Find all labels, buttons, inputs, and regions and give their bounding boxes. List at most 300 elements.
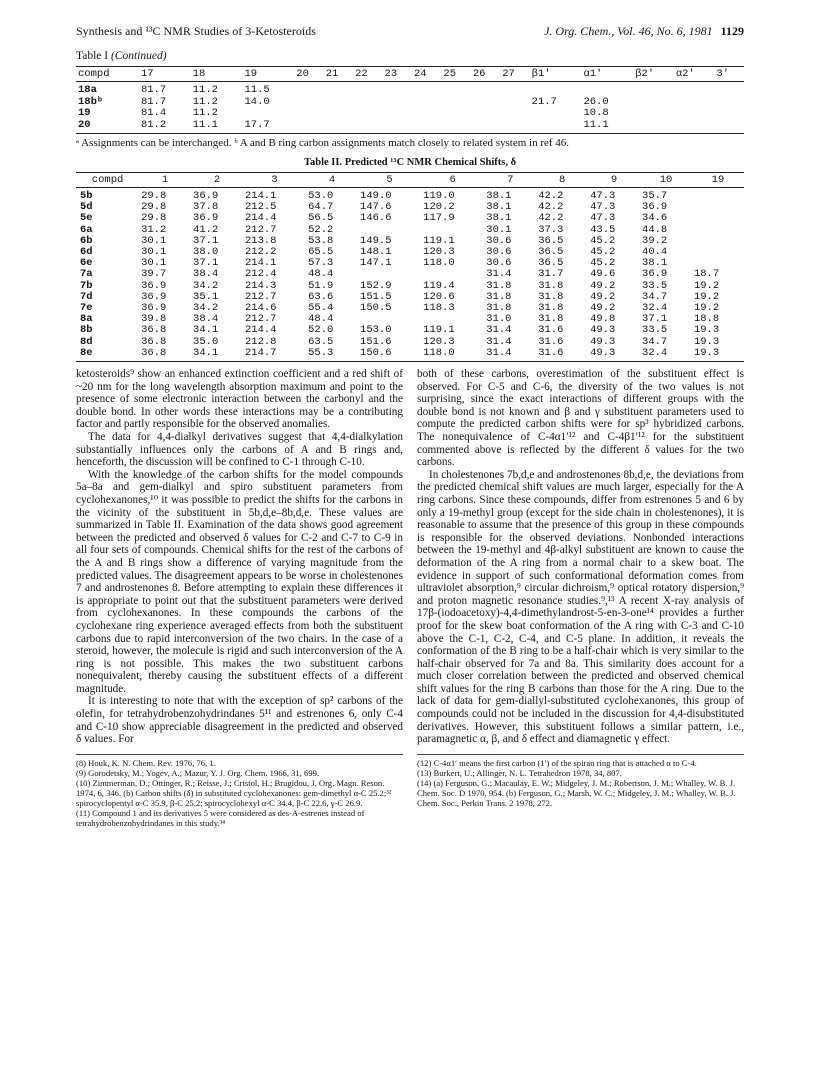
table2-cell: 36.9 <box>642 201 668 214</box>
table2-cell: 38.4 <box>193 313 219 326</box>
reference: (8) Houk, K. N. Chem. Rev. 1976, 76, 1. <box>76 757 216 768</box>
table2-cell: 36.5 <box>538 234 564 247</box>
table2-compound-id: 6b <box>80 234 93 247</box>
paragraph: It is interesting to note that with the exception of sp² carbons of the olefin, for tetrahydrobenzohydrindanes 5¹¹ and estrenones 6, only C-4 and C-10 show appreciable disagreement in the predicted and observed δ values. For <box>76 695 403 746</box>
table1-cell <box>530 108 582 120</box>
table1-cell: 11.1 <box>581 120 633 134</box>
reference: (12) C-4α1′ means the first carbon (1′) of the spiran ring that is attached α to C-4. <box>417 757 697 768</box>
table2-col-header: 7 <box>484 173 536 188</box>
table2-cell: 34.7 <box>642 290 668 303</box>
table1-col-header: 24 <box>412 67 441 82</box>
table2-cell: 212.7 <box>244 223 277 236</box>
table2-cell: 31.8 <box>538 313 564 326</box>
table2-compound-id: 8b <box>80 324 93 337</box>
table2-cell: 49.8 <box>590 313 616 326</box>
table1-body <box>76 82 744 134</box>
table1-cell <box>383 82 412 97</box>
references-right <box>417 754 744 828</box>
table2-cell: 38.1 <box>486 190 512 202</box>
table1-cell: 81.2 <box>139 120 191 134</box>
table2-cell: 38.1 <box>486 212 512 225</box>
table1-cell <box>294 120 323 134</box>
table1-cell <box>441 120 470 134</box>
table2-cell: 150.6 <box>358 348 421 362</box>
table1-cell <box>674 97 715 109</box>
table2-cell: 31.7 <box>538 268 564 281</box>
table2-cell: 18.8 <box>693 313 720 326</box>
table1-col-header: 20 <box>294 67 323 82</box>
table2-cell: 52.0 <box>308 324 334 337</box>
table1-cell <box>441 97 470 109</box>
table2-compound-id: 6a <box>80 223 93 236</box>
table2-cell: 31.6 <box>538 324 564 337</box>
table2-compound-id: 8d <box>80 335 93 348</box>
table1-cell <box>714 82 744 97</box>
table1-cell <box>674 120 715 134</box>
table2-cell: 45.2 <box>590 234 616 247</box>
table1-cell: 81.7 <box>140 95 167 108</box>
table2-cell: 212.7 <box>244 290 277 303</box>
table2-col-header: 19 <box>692 173 744 188</box>
table1-col-header: 21 <box>324 67 353 82</box>
table2-cell: 37.8 <box>193 201 219 214</box>
table2-cell: 44.8 <box>642 223 668 236</box>
table1-cell <box>324 120 353 134</box>
table1-row <box>76 97 744 109</box>
table1-col-header: 25 <box>441 67 470 82</box>
table1-cell: 14.0 <box>244 95 270 108</box>
table2-cell: 31.6 <box>538 335 564 348</box>
table2-cell: 34.1 <box>191 348 243 362</box>
running-title: Synthesis and ¹³C NMR Studies of 3-Ketosteroids <box>76 24 316 38</box>
body-text <box>76 368 744 746</box>
table2-cell: 49.6 <box>590 268 616 281</box>
table2-compound-id: 5d <box>80 201 93 214</box>
table1-cell <box>500 82 529 97</box>
table2-cell: 30.1 <box>141 234 167 247</box>
table2-cell: 153.0 <box>360 324 392 337</box>
references-left <box>76 754 403 828</box>
table1-cell <box>714 97 744 109</box>
paragraph: both of these carbons, overestimation of the substituent effect is observed. For C-5 and C-6, the diversity of the two values is not surprising, since the exact interactions of different groups with the double bond is not known and β and γ substituent parameters used to compute the predicted carbon shifts were for sp³ hybridized carbons. The nonequivalence of C-4α1′¹² and C-4β1′¹² for the substituent commented above is reflected by the different δ values for the two carbons. <box>417 368 744 469</box>
table1-cell <box>633 82 674 97</box>
table2-cell: 53.8 <box>308 234 334 247</box>
table2-cell: 214.6 <box>244 302 277 315</box>
table2-compound-id: 5b <box>80 190 93 202</box>
table2-cell: 31.8 <box>486 279 512 292</box>
table2-cell: 38.0 <box>193 246 219 259</box>
table2-compound-id: 5e <box>80 212 93 225</box>
paragraph: With the knowledge of the carbon shifts for the model compounds 5a–8a and gem-dialkyl and spiro substituent parameters from cyclohexanones,¹⁰ it was possible to predict the shifts for the carbons in the vicinity of the substituent in 5b,d,e–8b,d,e. These values are summarized in Table II. Examination of the data shows good agreement between the predicted and observed δ values for C-2 and C-7 to C-9 in all four sets of compounds. Chemical shifts for the rest of the carbons of the A and B rings show a difference of varying magnitude from the predicted values. The disagreement appears to be worse in cholestenones 7 and androstenones 8. Before attempting to explain these differences it is appropriate to point out that the substituent parameters were derived from cyclohexanones. In these compounds the carbons of the cyclohexane ring experience averaged effects from both the substituent carbons due to rapid interconversion of the two chairs. In the case of a steroid, however, the molecule is rigid and such interconversion of the A ring is not possible. This makes the two substituent carbons nonequivalent, thereby causing the substituent effects of a different magnitude. <box>76 468 403 695</box>
table1-cell <box>500 108 529 120</box>
table2-cell: 19.3 <box>692 348 744 362</box>
table2-cell: 52.2 <box>308 223 334 236</box>
table2-cell: 34.1 <box>193 324 219 337</box>
table1-cell <box>581 82 633 97</box>
table2-cell: 36.9 <box>642 268 668 281</box>
table2-col-header: 1 <box>139 173 191 188</box>
table2-cell: 31.4 <box>486 268 512 281</box>
table2-cell: 39.2 <box>642 234 668 247</box>
table2-cell: 36.9 <box>193 190 219 202</box>
table2-cell: 120.6 <box>423 290 455 303</box>
table1-cell <box>633 108 674 120</box>
table1-cell <box>471 120 500 134</box>
journal-page <box>76 24 744 828</box>
table2-cell: 31.8 <box>538 279 564 292</box>
reference: (10) Zimmerman, D.; Ottinger, R.; Reisse, J.; Cristol, H.; Brugidou, J. Org. Magn. Reson. 1974, 6, 346. (b) Carbon shifts (δ) in substituted cyclohexanones: gem-dimethyl α-C 25.2;³² spirocyclopentyl α-C 35.9, β-C 25.2; spirocyclohexyl α-C 34.4, β-C 22.6, γ-C 26.9. <box>76 777 392 808</box>
reference: (11) Compound 1 and its derivatives 5 were considered as des-A-estrenes instead of tetrahydrobenzohydrindanes in this study.³⁴ <box>76 807 365 828</box>
table1-cell <box>353 108 382 120</box>
table2-cell: 118.0 <box>423 257 455 270</box>
table1-cell <box>383 97 412 109</box>
table2-compound-id: 6d <box>80 246 93 259</box>
table2-cell <box>692 236 744 247</box>
table1-cell <box>441 82 470 97</box>
table1-col-header: 19 <box>243 67 295 82</box>
table2-cell: 212.2 <box>244 246 277 259</box>
table1-col-header: 17 <box>139 67 191 82</box>
table2-col-header: 4 <box>306 173 358 188</box>
table1-col-header: 22 <box>353 67 382 82</box>
table2-cell: 212.5 <box>244 201 277 214</box>
table2-cell: 31.4 <box>486 324 512 337</box>
table2-cell: 213.8 <box>244 234 277 247</box>
table2-cell: 65.5 <box>308 246 334 259</box>
table2-cell: 31.8 <box>486 302 512 315</box>
table2-col-header: 9 <box>588 173 640 188</box>
table2-col-header: 5 <box>358 173 421 188</box>
reference: (13) Burkert, U.; Allinger, N. L. Tetrahedron 1978, 34, 807. <box>417 767 622 778</box>
table2-compound-id: 7d <box>80 290 93 303</box>
table2-cell: 35.7 <box>642 190 668 202</box>
table1-cell: 17.7 <box>243 120 295 134</box>
table2-cell: 55.3 <box>306 348 358 362</box>
table1-cell: 21.7 <box>531 95 557 108</box>
table2-cell: 120.3 <box>423 335 455 348</box>
table2-cell: 49.3 <box>588 348 640 362</box>
table2-row <box>76 269 744 280</box>
table1-cell: 10.8 <box>583 107 609 119</box>
table2-cell: 30.1 <box>141 257 167 270</box>
table2-cell: 42.2 <box>538 190 564 202</box>
table2-cell: 38.4 <box>193 268 219 281</box>
table2-cell: 29.8 <box>141 201 167 214</box>
right-column <box>417 368 744 746</box>
table1-col-header: 3′ <box>714 67 744 82</box>
table2-cell <box>692 247 744 258</box>
table1-label: Table I <box>76 50 109 62</box>
table2-cell: 146.6 <box>360 212 392 225</box>
table1-cell <box>324 82 353 97</box>
table2-cell: 147.1 <box>360 257 392 270</box>
table1-col-header: α1′ <box>581 67 633 82</box>
table2-cell: 36.9 <box>193 212 219 225</box>
table2-cell: 45.2 <box>590 257 616 270</box>
table1-cell <box>412 97 441 109</box>
table2-cell: 31.8 <box>538 302 564 315</box>
table2-cell: 49.2 <box>590 302 616 315</box>
table1-col-header: 27 <box>500 67 529 82</box>
table2-cell: 30.6 <box>486 246 512 259</box>
table2-cell: 37.1 <box>642 313 668 326</box>
table2-cell: 51.9 <box>308 279 334 292</box>
table2-cell: 36.9 <box>141 302 167 315</box>
table2-cell: 42.2 <box>538 201 564 214</box>
table2-cell: 41.2 <box>193 223 219 236</box>
table2-cell: 147.6 <box>360 201 392 214</box>
table2-col-header: compd <box>76 173 139 188</box>
table1-cell <box>383 120 412 134</box>
table1-cell <box>353 120 382 134</box>
table1-cell <box>530 82 582 97</box>
table2-cell: 31.8 <box>538 290 564 303</box>
table2-header-row <box>76 173 744 188</box>
table1-compound-id: 18a <box>78 84 97 96</box>
table2-cell: 212.4 <box>244 268 277 281</box>
table2-cell: 118.0 <box>421 348 484 362</box>
table2-row <box>76 213 744 224</box>
table2-cell: 37.1 <box>193 234 219 247</box>
table1-cell <box>500 120 529 134</box>
table1-cell <box>714 108 744 120</box>
table1-cell <box>412 108 441 120</box>
table1-compound-id: 18bᵇ <box>78 95 104 108</box>
table2-cell: 36.9 <box>141 279 167 292</box>
table2-cell: 31.0 <box>486 313 512 326</box>
table2-cell: 119.4 <box>423 279 455 292</box>
table2-cell: 43.5 <box>590 223 616 236</box>
table1-cell: 11.2 <box>192 95 218 108</box>
table1-cell: 11.2 <box>192 84 218 96</box>
paragraph: ketosteroids⁹ show an enhanced extinction coefficient and a red shift of ~20 nm for the long wavelength absorption maximum and point to the presence of some electronic interaction between the carbonyl and the double bond. In other words these interactions may be a contributing factor and partly responsible for the observed anomalies. <box>76 368 403 431</box>
table1-caption <box>76 50 744 63</box>
table1 <box>76 66 744 134</box>
journal-citation <box>544 24 744 40</box>
table2-cell: 34.7 <box>642 335 668 348</box>
table2-compound-id: 7e <box>80 302 93 315</box>
table2-cell: 119.1 <box>423 234 455 247</box>
table2-cell: 42.2 <box>538 212 564 225</box>
running-header <box>76 24 744 40</box>
table2-cell: 214.7 <box>243 348 306 362</box>
table2-cell: 49.3 <box>590 324 616 337</box>
table2-compound-id: 6e <box>80 257 93 270</box>
table2-compound-id: 8e <box>76 348 139 362</box>
table2-cell: 49.2 <box>590 290 616 303</box>
table1-col-header: compd <box>76 67 139 82</box>
table1-cell <box>353 82 382 97</box>
table1-cell: 11.5 <box>244 84 270 96</box>
table2-cell <box>358 269 421 280</box>
table2-compound-id: 7b <box>80 279 93 292</box>
table2-cell: 31.4 <box>484 348 536 362</box>
table2-cell: 151.5 <box>360 290 392 303</box>
table2-cell: 37.1 <box>193 257 219 270</box>
table2-cell: 19.3 <box>693 324 720 337</box>
table1-footnote: ᵃ Assignments can be interchanged. ᵇ A and B ring carbon assignments match closely to related system in ref 46. <box>76 137 570 149</box>
table1-continued: (Continued) <box>110 50 167 62</box>
table1-cell <box>471 97 500 109</box>
table2-cell <box>692 213 744 224</box>
table2-cell <box>692 225 744 236</box>
table1-cell <box>324 97 353 109</box>
table1-row <box>76 82 744 97</box>
table2-cell: 45.2 <box>590 246 616 259</box>
table2-cell: 212.7 <box>244 313 277 326</box>
table2-cell: 34.2 <box>193 302 219 315</box>
table2-cell: 49.3 <box>590 335 616 348</box>
table2-cell: 214.4 <box>244 324 277 337</box>
reference: (14) (a) Ferguson, G.; Macaulay, E. W.; Midgeley, J. M.; Robertson, J. M.; Whalley, W. B. J. Chem. Soc. D 1970, 954. (b) Ferguson, G.; Marsh, W. C.; Midgeley, J. M.; Whalley, W. B. J. Chem. Soc., Perkin Trans. 2 1978, 272. <box>417 777 736 808</box>
paragraph: In cholestenones 7b,d,e and androstenones 8b,d,e, the deviations from the predicted chemical shift values are much larger, especially for the A ring carbons. Since these compounds, differ from estrenones 5 and 6 by only a 19-methyl group (except for the side chain in cholestenones), it is reasonable to assume that the presence of this group in these compounds is responsible for the observed deviations. Nonbonded interactions between the 19-methyl and 4β-alkyl substituent are known to cause the deformation of the A ring from a normal chair to a skew boat. The evidence in support of such conformational deformation comes from ultraviolet absorption,⁹ circular dichroism,⁹ optical rotatory dispersion,⁹ and proton magnetic resonance studies.⁹,¹³ A recent X-ray analysis of 17β-(iodoacetoxy)-4,4-dimethylandrost-5-en-3-one¹⁴ provides a further proof for the skew boat conformation of the A ring with C-3 and C-10 above the C-1, C-2, C-4, and C-5 plane. In addition, it reveals the conformation of the B ring to be a half-chair which is very similar to the half-chair observed for 7a and 8a. This similarity does account for a much closer correlation between the predicted and observed chemical shift values for the ring B carbons than those for the A ring. Due to the lack of data for gem-diallyl-substituted cyclohexanones, this group of compounds could not be included in the discussion for 4,4-disubstituted derivatives. However, this substituent follows a similar pattern, i.e., paramagnetic α, β, and δ effect and diamagnetic γ effect. <box>417 468 744 746</box>
table1-compound-id: 20 <box>76 120 139 134</box>
table1-cell: 26.0 <box>583 95 609 108</box>
table1-col-header: 23 <box>383 67 412 82</box>
table2-cell: 19.2 <box>693 302 720 315</box>
table2-row <box>76 325 744 336</box>
table2-cell: 120.3 <box>423 246 455 259</box>
table1-cell <box>714 120 744 134</box>
table1-cell <box>294 82 323 97</box>
table2-cell: 63.5 <box>308 335 334 348</box>
table2-cell: 64.7 <box>308 201 334 214</box>
table2-cell: 30.6 <box>486 257 512 270</box>
table2-cell: 148.1 <box>360 246 392 259</box>
table2-cell: 38.1 <box>486 201 512 214</box>
table1-cell <box>471 108 500 120</box>
table2-cell: 118.3 <box>423 302 455 315</box>
table2-cell: 151.6 <box>360 335 392 348</box>
table2-row <box>76 348 744 362</box>
table2-cell: 149.5 <box>360 234 392 247</box>
table2-body <box>76 188 744 362</box>
table2-cell: 32.4 <box>642 302 668 315</box>
table2-col-header: 2 <box>191 173 243 188</box>
table2-cell: 53.0 <box>308 190 334 202</box>
table2-cell: 35.1 <box>193 290 219 303</box>
table2-cell: 37.3 <box>538 223 564 236</box>
table2-cell: 38.1 <box>642 257 668 270</box>
table2-row <box>76 188 744 203</box>
table2-cell <box>692 188 744 203</box>
table2-cell: 48.4 <box>308 313 334 326</box>
table1-cell <box>412 120 441 134</box>
table2-cell: 47.3 <box>590 201 616 214</box>
table2-cell: 47.3 <box>590 212 616 225</box>
table2-cell <box>692 202 744 213</box>
table1-cell: 81.7 <box>140 84 167 96</box>
table2 <box>76 172 744 362</box>
table2-cell: 63.6 <box>308 290 334 303</box>
references <box>76 754 744 828</box>
table2-cell: 39.7 <box>141 268 167 281</box>
table2-cell: 119.0 <box>423 190 455 202</box>
table2-cell: 19.2 <box>693 279 720 292</box>
table2-cell: 30.1 <box>141 246 167 259</box>
table2-cell: 214.3 <box>244 279 277 292</box>
table1-cell: 81.4 <box>140 107 167 119</box>
table2-cell: 19.2 <box>693 290 720 303</box>
table2-col-header: 6 <box>421 173 484 188</box>
table2-cell: 120.2 <box>423 201 455 214</box>
page-number: 1129 <box>720 24 744 38</box>
table2-cell: 36.9 <box>141 290 167 303</box>
table1-col-header: β1′ <box>530 67 582 82</box>
table2-cell <box>421 269 484 280</box>
table1-cell <box>471 82 500 97</box>
table2-compound-id: 8a <box>80 313 93 326</box>
table2-cell: 47.3 <box>590 190 616 202</box>
table2-cell: 18.7 <box>693 268 720 281</box>
table1-cell <box>441 108 470 120</box>
table1-cell <box>353 97 382 109</box>
table1-cell <box>243 108 295 120</box>
table2-cell: 34.2 <box>193 279 219 292</box>
table2-cell: 36.8 <box>141 324 167 337</box>
table2-cell: 30.1 <box>486 223 512 236</box>
table2-col-header: 10 <box>640 173 692 188</box>
table1-cell <box>294 108 323 120</box>
table2-caption: Table II. Predicted ¹³C NMR Chemical Shifts, δ <box>303 157 517 168</box>
table2-cell: 33.5 <box>642 279 668 292</box>
table1-cell <box>294 97 323 109</box>
table2-cell: 56.5 <box>308 212 334 225</box>
table2-cell: 33.5 <box>642 324 668 337</box>
table2-cell: 31.2 <box>141 223 167 236</box>
table2-cell: 29.8 <box>141 212 167 225</box>
table1-row <box>76 108 744 120</box>
table1-cell <box>324 108 353 120</box>
table2-col-header: 3 <box>243 173 306 188</box>
table2-compound-id: 7a <box>80 268 93 281</box>
table2-cell: 31.6 <box>536 348 588 362</box>
table1-col-header: α2′ <box>674 67 715 82</box>
table2-cell: 40.4 <box>642 246 668 259</box>
table2-cell: 49.2 <box>590 279 616 292</box>
table2-cell: 31.8 <box>486 290 512 303</box>
table2-cell: 36.5 <box>538 246 564 259</box>
table2-cell: 150.5 <box>360 302 392 315</box>
table2-cell: 31.4 <box>486 335 512 348</box>
table1-cell <box>530 120 582 134</box>
reference: (9) Gorodetsky, M.; Yogev, A.; Mazur, Y. J. Org. Chem. 1966, 31, 699. <box>76 767 320 778</box>
table1-header-row <box>76 67 744 82</box>
table1-cell <box>633 97 674 109</box>
table2-cell: 149.0 <box>360 190 392 202</box>
table2-cell: 214.4 <box>244 212 277 225</box>
table2-cell: 55.4 <box>308 302 334 315</box>
table2-cell: 57.3 <box>308 257 334 270</box>
table2-cell: 119.1 <box>423 324 455 337</box>
table2-cell: 29.8 <box>141 190 167 202</box>
table2-cell: 117.9 <box>423 212 455 225</box>
table1-cell <box>633 120 674 134</box>
table2-cell: 212.8 <box>244 335 277 348</box>
table2-cell: 35.0 <box>193 335 219 348</box>
table2-cell: 36.5 <box>538 257 564 270</box>
table2-cell: 36.8 <box>139 348 191 362</box>
table1-row <box>76 120 744 134</box>
table1-compound-id: 19 <box>78 107 91 119</box>
table2-cell: 34.6 <box>642 212 668 225</box>
table1-col-header: 18 <box>191 67 243 82</box>
left-column <box>76 368 403 746</box>
journal-name: J. Org. Chem., Vol. 46, No. 6, 1981 <box>544 24 713 38</box>
table2-cell: 30.6 <box>486 234 512 247</box>
table1-cell <box>500 97 529 109</box>
table2-cell: 214.1 <box>244 190 277 202</box>
